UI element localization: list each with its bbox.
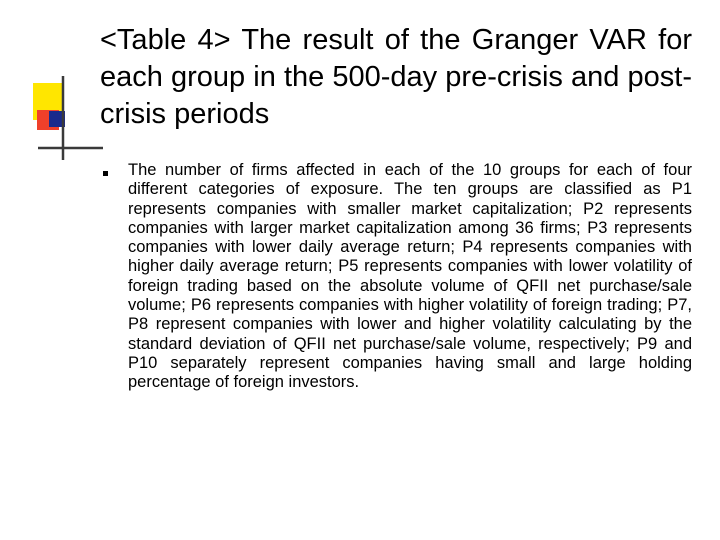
square-bullet-icon (103, 171, 108, 176)
bullet-item (100, 161, 692, 393)
slide-title: <Table 4> The result of the Granger VAR for each group in the 500-day pre-crisis and post-crisis periods (100, 24, 692, 130)
bullet-list (100, 161, 692, 393)
corner-decoration (0, 0, 110, 170)
bullet-text: The number of firms affected in each of the 10 groups for each of four different categories of exposure. The ten groups are classified as P1 represents companies with smaller market capitalization; P2 represents companies with larger market capitalization among 36 firms; P3 represents companies with lower daily average return; P4 represents companies with higher daily average return; P5 represents companies with lower volatility of foreign trading based on the absolute volume of QFII net purchase/sale volume; P6 represents companies with higher volatility of foreign trading; P7, P8 represent companies with lower and higher volatility calculating by the standard deviation of QFII net purchase/sale volume, respectively; P9 and P10 separately represent companies having small and large holding percentage of foreign investors. (128, 161, 692, 392)
